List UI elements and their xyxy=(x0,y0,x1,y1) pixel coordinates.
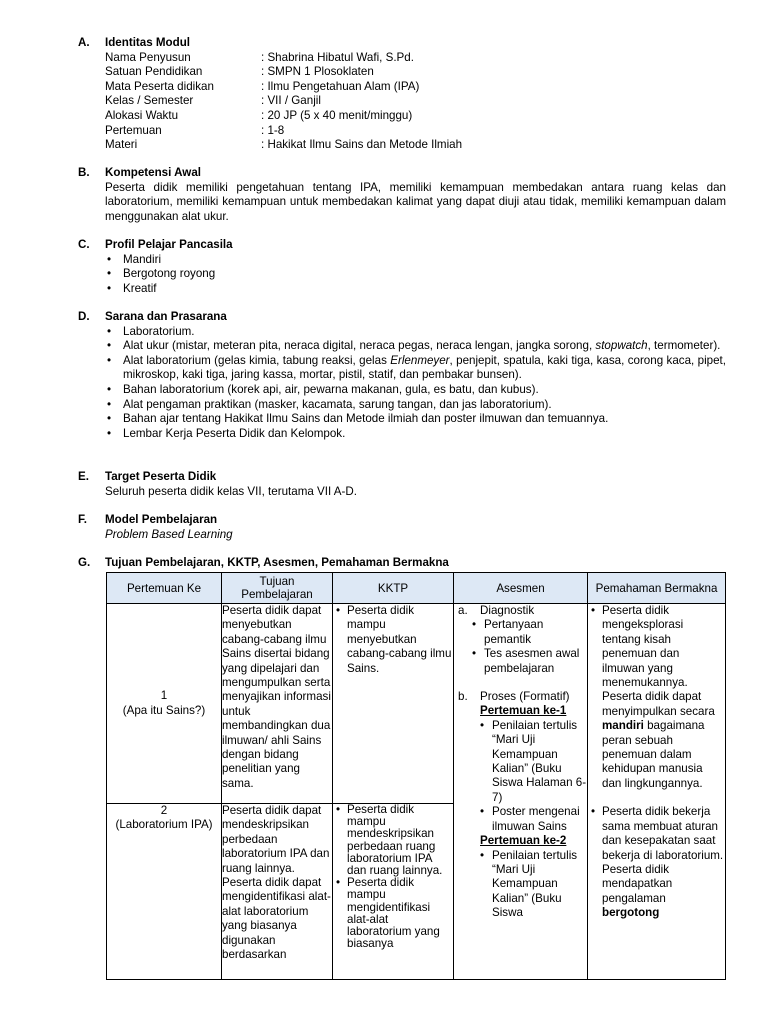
kktp-list xyxy=(333,804,453,950)
assessment-letter: a. xyxy=(458,604,468,617)
identity-value: : Hakikat Ilmu Sains dan Metode Ilmiah xyxy=(261,138,463,152)
identity-row xyxy=(105,51,726,66)
section-identitas-modul xyxy=(78,36,726,153)
section-title: Tujuan Pembelajaran, KKTP, Asesmen, Pemahaman Bermakna xyxy=(105,556,449,569)
list-item: • Penilaian tertulis “Mari Uji Kemampuan Kalian” (Buku Siswa Halaman 6-7) xyxy=(480,719,587,805)
diagnostic-list xyxy=(472,618,587,676)
section-letter: A. xyxy=(78,36,90,49)
facility-list xyxy=(105,325,726,442)
item-emphasis: Erlenmeyer xyxy=(390,353,450,367)
objective-cell: Peserta didik dapat mendeskripsikan perbedaan laboratorium IPA dan ruang lainnya. Peserta didik dapat mengidentifikasi alat-alat laboratorium yang biasanya digunakan berdasarkan xyxy=(222,804,333,980)
section-target-peserta xyxy=(78,470,726,499)
list-item: • Alat pengaman praktikan (masker, kacamata, sarung tangan, dan jas laboratorium). xyxy=(105,398,726,413)
kktp-item: • Peserta didik mampu menyebutkan cabang-cabang ilmu Sains. xyxy=(333,604,453,676)
model-name: Problem Based Learning xyxy=(105,527,233,541)
kktp-item: • Peserta didik mampu mendeskripsikan perbedaan ruang laboratorium IPA dan ruang lainnya. xyxy=(333,804,453,877)
identity-row xyxy=(105,94,726,109)
meaning-text: Peserta didik mengeksplorasi tentang kisah penemuan dan ilmuwan yang menemukannya. Peserta didik dapat menyimpulkan secara xyxy=(602,604,715,718)
section-title: Profil Pelajar Pancasila xyxy=(105,238,233,251)
meeting-2-list xyxy=(480,849,587,921)
meeting-name: (Laboratorium IPA) xyxy=(115,818,213,832)
identity-key: Satuan Pendidikan xyxy=(105,65,203,79)
meeting-name: (Apa itu Sains?) xyxy=(122,703,206,717)
section-profil-pelajar xyxy=(78,238,726,296)
list-item: • Kreatif xyxy=(105,282,726,297)
meeting-cell xyxy=(107,804,222,980)
list-item xyxy=(105,339,726,354)
assessment-letter: b. xyxy=(458,690,468,704)
list-item: • Lembar Kerja Peserta Didik dan Kelompok. xyxy=(105,427,726,442)
identity-key: Kelas / Semester xyxy=(105,94,194,108)
section-title: Model Pembelajaran xyxy=(105,513,218,526)
kktp-cell xyxy=(333,604,454,804)
identity-value: : 1-8 xyxy=(261,123,285,137)
list-item: • Tes asesmen awal pembelajaran xyxy=(472,647,587,676)
identity-row xyxy=(105,65,726,80)
identity-key: Nama Penyusun xyxy=(105,50,191,64)
meaning-list xyxy=(588,604,725,921)
meaning-item xyxy=(588,604,725,791)
meaning-cell xyxy=(588,604,726,980)
section-sarana-prasarana xyxy=(78,310,726,441)
meaning-text: bagaimana peran sebuah penemuan dalam kehidupan manusia dan lingkungannya. xyxy=(602,719,705,790)
item-text: , penjepit, spatula, kaki tiga, kasa, corong kaca, pipet, mikroskop, kaki tiga, jaring kassa, mortar, pistil, statif, dan pembakar bunsen). xyxy=(123,353,726,382)
meaning-bold: mandiri xyxy=(602,719,644,733)
identity-key: Mata Peserta didikan xyxy=(105,79,214,93)
item-text: , termometer). xyxy=(647,339,721,353)
section-text: Seluruh peserta didik kelas VII, terutama VII A-D. xyxy=(105,484,357,498)
section-text: Peserta didik memiliki pengetahuan tentang IPA, memiliki kemampuan membedakan antara ruang kelas dan laboratorium, memiliki kemampuan untuk membedakan kalimat yang dapat diuji atau tidak, memiliki kemampuan dalam menggunakan alat ukur. xyxy=(105,180,726,223)
kktp-item: • Peserta didik mampu mengidentifikasi alat-alat laboratorium yang biasanya xyxy=(333,877,453,950)
identity-row xyxy=(105,109,726,124)
table-header-row xyxy=(107,573,726,604)
identity-row xyxy=(105,138,726,153)
header-tujuan: Tujuan Pembelajaran xyxy=(222,573,333,604)
identity-key: Pertemuan xyxy=(105,123,162,137)
list-item: • Bahan ajar tentang Hakikat Ilmu Sains dan Metode ilmiah dan poster ilmuwan dan temuannya. xyxy=(105,412,726,427)
identity-value: : Shabrina Hibatul Wafi, S.Pd. xyxy=(261,50,414,64)
list-item: • Laboratorium. xyxy=(105,325,726,340)
meeting-number: 2 xyxy=(160,804,168,817)
identity-row xyxy=(105,80,726,95)
section-tujuan-pembelajaran xyxy=(78,556,726,571)
assessment-title: Proses (Formatif) xyxy=(480,690,570,704)
section-kompetensi-awal xyxy=(78,166,726,224)
identity-value: : SMPN 1 Plosoklaten xyxy=(261,65,374,79)
list-item: • Penilaian tertulis “Mari Uji Kemampuan Kalian” (Buku Siswa xyxy=(480,849,587,921)
meeting-1-label: Pertemuan ke-1 xyxy=(480,704,567,718)
list-item: • Bergotong royong xyxy=(105,267,726,282)
identity-list xyxy=(105,51,726,153)
meaning-text: Peserta didik bekerja sama membuat aturan dan kesepakatan saat bekerja di laboratorium. Peserta didik mendapatkan pengalaman xyxy=(602,805,724,905)
assessment-formative xyxy=(454,690,587,704)
section-letter: E. xyxy=(78,470,89,483)
list-item: • Pertanyaan pemantik xyxy=(472,618,587,647)
learning-objectives-table xyxy=(106,572,726,980)
section-title: Kompetensi Awal xyxy=(105,166,201,179)
section-letter: D. xyxy=(78,310,90,323)
section-model-pembelajaran xyxy=(78,513,726,542)
item-text: Alat laboratorium (gelas kimia, tabung reaksi, gelas xyxy=(123,353,391,367)
section-title: Target Peserta Didik xyxy=(105,470,217,483)
list-item xyxy=(105,354,726,383)
objective-cell: Peserta didik dapat menyebutkan cabang-cabang ilmu Sains disertai bidang yang dipelajari dan mengumpulkan serta menyajikan informasi untuk membandingkan dua ilmuwan/ ahli Sains dengan bidang penelitian yang sama. xyxy=(222,604,333,804)
identity-row xyxy=(105,124,726,139)
list-item: • Poster mengenai ilmuwan Sains xyxy=(480,805,587,834)
section-text xyxy=(105,528,726,543)
section-letter: B. xyxy=(78,166,90,179)
header-kktp: KKTP xyxy=(333,573,454,604)
item-emphasis: stopwatch xyxy=(595,339,648,353)
meaning-bold: bergotong xyxy=(602,906,660,920)
table-row xyxy=(107,604,726,804)
identity-key: Alokasi Waktu xyxy=(105,108,179,122)
identity-key: Materi xyxy=(105,138,138,152)
section-letter: G. xyxy=(78,556,91,569)
assessment-title: Diagnostik xyxy=(480,604,535,617)
meaning-item xyxy=(588,805,725,920)
profile-list xyxy=(105,253,726,297)
meeting-1-list xyxy=(480,719,587,834)
header-asesmen: Asesmen xyxy=(454,573,588,604)
section-letter: F. xyxy=(78,513,88,526)
section-letter: C. xyxy=(78,238,90,251)
assessment-diagnostic xyxy=(454,604,587,618)
identity-value: : VII / Ganjil xyxy=(261,94,321,108)
meeting-number: 1 xyxy=(160,689,168,703)
identity-value: : 20 JP (5 x 40 menit/minggu) xyxy=(261,108,413,122)
meeting-2-label: Pertemuan ke-2 xyxy=(480,834,567,848)
list-item: • Bahan laboratorium (korek api, air, pewarna makanan, gula, es batu, dan kubus). xyxy=(105,383,726,398)
identity-value: : Ilmu Pengetahuan Alam (IPA) xyxy=(261,79,420,93)
section-title: Identitas Modul xyxy=(105,36,191,49)
meeting-cell xyxy=(107,604,222,804)
header-pertemuan: Pertemuan Ke xyxy=(107,573,222,604)
assessment-cell xyxy=(454,604,588,980)
section-title: Sarana dan Prasarana xyxy=(105,310,227,323)
list-item: • Mandiri xyxy=(105,253,726,268)
item-text: Alat ukur (mistar, meteran pita, neraca digital, neraca pegas, neraca lengan, jangka sorong, xyxy=(123,339,596,353)
kktp-cell xyxy=(333,804,454,980)
header-pemahaman: Pemahaman Bermakna xyxy=(588,573,726,604)
